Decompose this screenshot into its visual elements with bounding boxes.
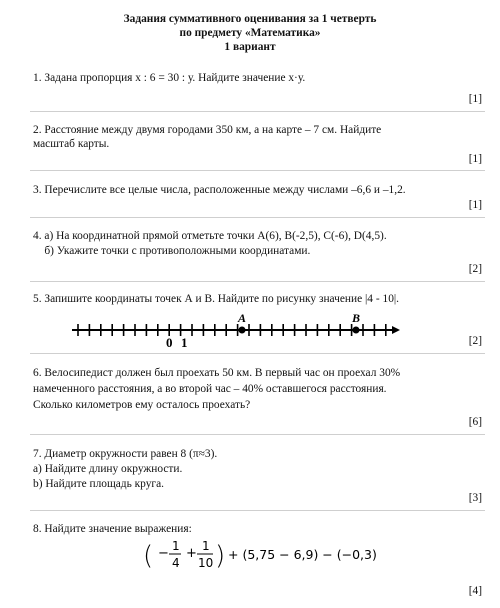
frac1-numerator: 1 — [172, 539, 180, 553]
task-7-line-a: а) Найдите длину окружности. — [33, 463, 183, 475]
label-zero: 0 — [166, 335, 173, 350]
task-4-line-a: 4. а) На координатной прямой отметьте точки А(6), В(-2,5), С(-6), D(4,5). — [33, 230, 387, 242]
divider — [30, 281, 485, 282]
number-line — [70, 310, 400, 356]
minus-sign: − — [158, 546, 169, 561]
task-2-line-2: масштаб карты. — [33, 138, 110, 150]
task-6-line-2: намеченного расстояния, а во второй час – 40% оставшегося расстояния. — [33, 383, 387, 395]
task-6-line-3: Сколько километров ему осталось проехать? — [33, 399, 251, 411]
task-7-points: [3] — [468, 492, 482, 504]
task-4-line-b: б) Укажите точки с противоположными координатами. — [33, 245, 311, 257]
task-1-text: 1. Задана пропорция х : 6 = 30 : у. Найдите значение х·у. — [33, 72, 306, 84]
task-8-text: 8. Найдите значение выражения: — [33, 523, 192, 535]
task-1-points: [1] — [468, 93, 482, 105]
close-paren: ) — [215, 541, 226, 571]
point-b-label: B — [352, 311, 361, 325]
task-2-line-1: 2. Расстояние между двумя городами 350 км, а на карте – 7 см. Найдите — [33, 124, 382, 136]
label-one: 1 — [181, 335, 188, 350]
header-subject: по предмету «Математика» — [179, 27, 321, 39]
task-8-points: [4] — [468, 585, 482, 597]
divider — [30, 353, 485, 354]
divider — [30, 434, 485, 435]
open-paren: ( — [143, 541, 154, 571]
task-2-points: [1] — [468, 153, 482, 165]
frac1-denominator: 4 — [172, 556, 180, 570]
divider — [30, 170, 485, 171]
task-5-points: [2] — [468, 335, 482, 347]
task-5-text: 5. Запишите координаты точек А и В. Найдите по рисунку значение |4 - 10|. — [33, 293, 400, 305]
frac2-denominator: 10 — [198, 556, 214, 570]
task-3-points: [1] — [468, 199, 482, 211]
point-b-marker — [353, 327, 360, 334]
expression-tail: + (5,75 − 6,9) − (−0,3) — [228, 547, 377, 562]
number-line-arrow — [392, 326, 400, 334]
plus-sign: + — [186, 546, 197, 561]
expression-formula — [0, 537, 500, 577]
task-3-text: 3. Перечислите все целые числа, расположенные между числами –6,6 и –1,2. — [33, 184, 406, 196]
task-4-points: [2] — [468, 263, 482, 275]
frac2-numerator: 1 — [202, 539, 210, 553]
header-title: Задания суммативного оценивания за 1 четверть — [123, 13, 377, 25]
point-a-marker — [239, 327, 246, 334]
divider — [30, 510, 485, 511]
task-7-line-1: 7. Диаметр окружности равен 8 (π≈3). — [33, 448, 218, 460]
point-a-label: A — [238, 311, 247, 325]
header-variant: 1 вариант — [224, 41, 276, 53]
task-7-line-b: b) Найдите площадь круга. — [33, 478, 164, 490]
divider — [30, 217, 485, 218]
divider — [30, 111, 485, 112]
task-6-points: [6] — [468, 416, 482, 428]
task-6-line-1: 6. Велосипедист должен был проехать 50 км. В первый час он проехал 30% — [33, 367, 401, 379]
